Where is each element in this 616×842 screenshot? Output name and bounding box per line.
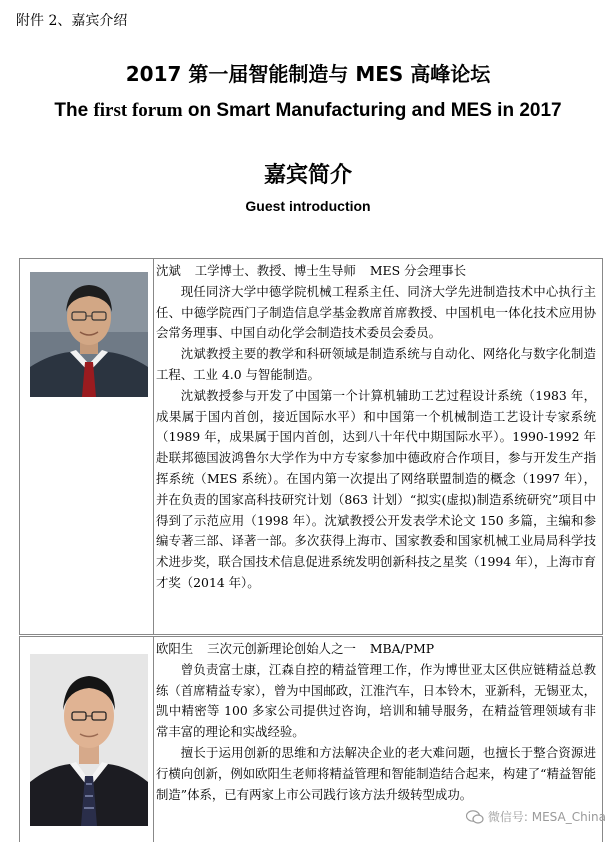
- guest-paragraph: 沈斌教授主要的教学和科研领域是制造系统与自动化、网络化与数字化制造工程、工业 4.0 与智能制造。: [156, 346, 596, 382]
- guest-title: 工学博士、教授、博士生导师: [194, 263, 356, 278]
- guest-heading-1: [156, 261, 596, 282]
- photo-column: [20, 637, 154, 842]
- title-en-part3: on Smart Manufacturing and MES in 2017: [182, 100, 562, 121]
- section-title-cn: 嘉宾简介: [263, 163, 352, 188]
- guest-name: 欧阳生: [156, 641, 194, 656]
- title-en-part1: The: [54, 100, 94, 121]
- guest-role: MES 分会理事长: [369, 263, 466, 278]
- wechat-icon: [466, 810, 484, 824]
- guest-text-1: [156, 261, 596, 594]
- guest-text-2: [156, 639, 596, 805]
- guest-role: MBA/PMP: [369, 641, 435, 656]
- photo-column: [20, 259, 154, 634]
- guest-card-1: [19, 258, 603, 635]
- guest-paragraph: 擅长于运用创新的思维和方法解决企业的老大难问题，也擅长于整合资源进行横向创新，例如欧阳生老师将精益管理和智能制造结合起来，构建了“精益智能制造”体系，已有两家上市公司践行该方法升级转型成功。: [156, 744, 597, 802]
- forum-title-cn: 2017 第一届智能制造与 MES 高峰论坛: [125, 62, 491, 86]
- guest-heading-2: [156, 639, 596, 660]
- guest-title: 三次元创新理论创始人之一: [207, 641, 356, 656]
- guest-photo-2: [30, 654, 148, 826]
- guest-paragraph: 现任同济大学中德学院机械工程系主任、同济大学先进制造技术中心执行主任、中德学院西门子制造信息学基金教席首席教授、中国机电一体化技术应用协会常务理事、中国自动化学会制造技术委员会委员。: [156, 283, 596, 341]
- forum-title-en: [0, 100, 616, 122]
- guest-photo-1: [30, 272, 148, 397]
- guest-paragraph: 沈斌教授参与开发了中国第一个计算机辅助工艺过程设计系统（1983 年，成果属于国内首创，接近国际水平）和中国第一个机械制造工艺设计专家系统（1989 年，成果属于国内首创，达到八十年代中期国际水平）。1990-1992 年赴联邦德国波鸿鲁尔大学作为中方专家参加中德政府合作项目，参与开发生产指挥系统（MES 系统）。在国内第一次提出了网络联盟制造的概念（1997 年），并在负责的国家高科技研究计划（863 计划）“拟实(虚拟)制造系统研究”项目中得到了示范应用（1998 年）。沈斌教授公开发表学术论文 150 多篇，主编和参编专著三部、译著一部。多次获得上海市、国家教委和国家机械工业局局科学技术进步奖，联合国技术信息促进系统发明创新科技之星奖（1994 年），上海市育才奖（2014 年）。: [156, 387, 596, 590]
- watermark-text: 微信号: MESA_China: [487, 810, 606, 824]
- section-title-en: Guest introduction: [245, 198, 371, 214]
- guest-paragraph: 曾负责富士康，江森自控的精益管理工作，作为博世亚太区供应链精益总教练（首席精益专家），曾为中国邮政，江淮汽车，日本铃木，亚新科，无锡亚太，凯中精密等 100 多家公司提供过咨询，培训和辅导服务，在精益管理领域有非常丰富的理论和实战经验。: [156, 661, 596, 740]
- title-en-part2: first forum: [93, 100, 183, 121]
- attachment-label: 附件 2、嘉宾介绍: [16, 13, 128, 29]
- wechat-watermark: [466, 808, 606, 825]
- guest-name: 沈斌: [156, 263, 181, 278]
